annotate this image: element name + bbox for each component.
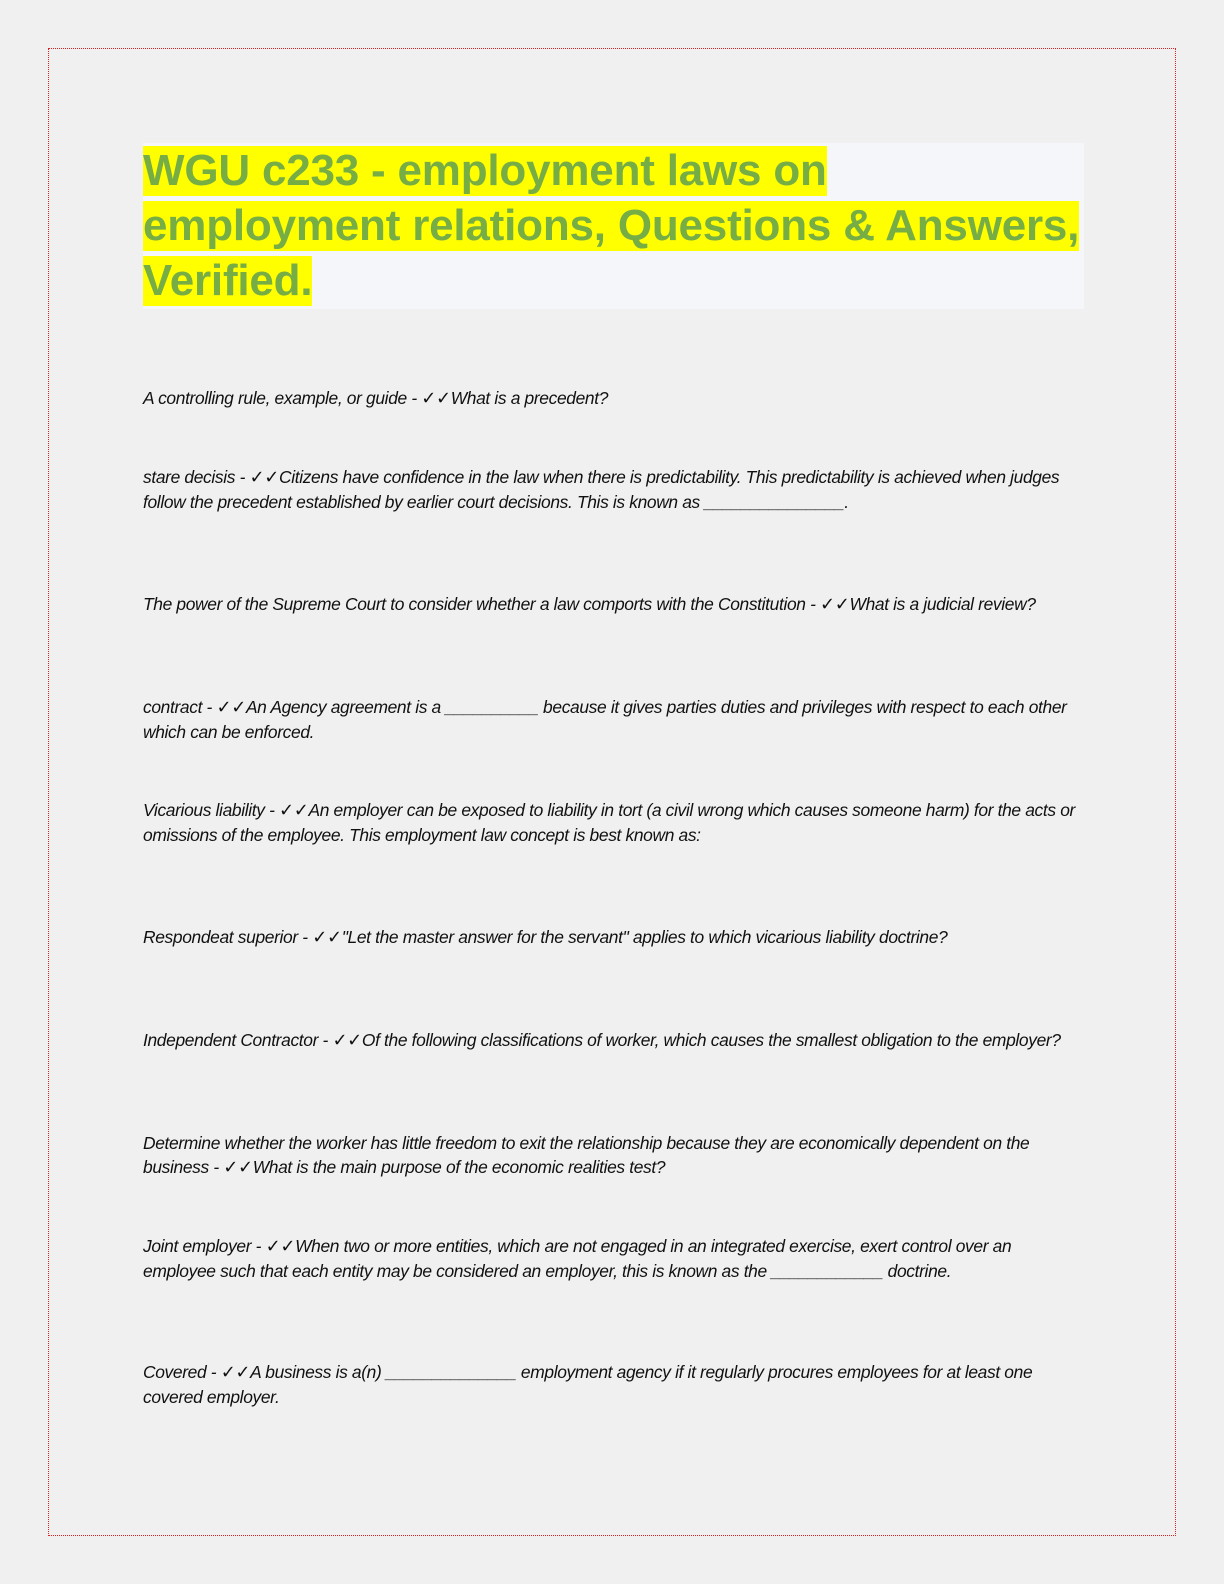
qa-answer: Determine whether the worker has little freedom to exit the relationship because they are economically dependent on the business [143,1133,1030,1177]
double-check-icon: ✓✓ [820,594,850,615]
separator: - [202,697,217,717]
qa-answer: stare decisis [143,467,236,487]
double-check-icon: ✓✓ [332,1030,362,1051]
qa-answer: A controlling rule, example, or guide [143,388,407,408]
qa-question: A business is a(n) ______________ employment agency if it regularly procures employees for at least one covered employer. [143,1362,1033,1407]
separator: - [206,1362,221,1382]
separator: - [208,1157,224,1177]
qa-item [143,1234,1083,1283]
qa-item [143,695,1083,744]
double-check-icon: ✓✓ [265,1236,296,1257]
qa-question: "Let the master answer for the servant" applies to which vicarious liability doctrine? [341,927,948,947]
double-check-icon: ✓✓ [249,467,279,488]
qa-question: When two or more entities, which are not engaged in an integrated exercise, exert control over an employee such that each entity may be considered an employer, this is known as the ____________ doctrine. [143,1236,1012,1281]
qa-item [143,1028,1083,1053]
qa-question: What is a precedent? [450,388,609,408]
double-check-icon: ✓✓ [220,1362,251,1383]
qa-item [143,925,1083,950]
qa-answer: Independent Contractor [143,1030,319,1050]
title-highlight: WGU c233 - employment laws on employment relations, Questions & Answers, Verified. [143,146,1080,305]
double-check-icon: ✓✓ [223,1157,253,1178]
separator: - [251,1236,266,1256]
qa-answer: Joint employer [143,1236,252,1256]
qa-question: Of the following classifications of worker, which causes the smallest obligation to the employer? [361,1030,1061,1050]
qa-answer: Respondeat superior [143,927,298,947]
qa-answer: contract [143,697,203,717]
qa-item [143,386,1083,411]
qa-question: An Agency agreement is a __________ because it gives parties duties and privileges with respect to each other which can be enforced. [143,697,1067,742]
double-check-icon: ✓✓ [216,697,246,718]
qa-question: An employer can be exposed to liability in tort (a civil wrong which causes someone harm) for the acts or omissions of the employee. This employment law concept is best known as: [143,800,1075,845]
qa-item [143,798,1083,847]
separator: - [297,927,313,947]
separator: - [805,594,821,614]
document-title [143,143,1084,308]
qa-answer: Covered [143,1362,207,1382]
separator: - [406,388,422,408]
title-block [143,143,1084,309]
qa-item [143,465,1083,514]
qa-item [143,592,1083,617]
qa-answer: The power of the Supreme Court to consider whether a law comports with the Constitution [143,594,806,614]
qa-answer: Vicarious liability [143,800,265,820]
separator: - [235,467,250,487]
double-check-icon: ✓✓ [421,388,451,409]
double-check-icon: ✓✓ [279,800,309,821]
double-check-icon: ✓✓ [312,927,342,948]
qa-question: What is the main purpose of the economic realities test? [252,1157,666,1177]
qa-item [143,1360,1083,1409]
qa-question: What is a judicial review? [849,594,1036,614]
separator: - [318,1030,333,1050]
separator: - [264,800,279,820]
qa-item [143,1131,1083,1180]
qa-question: Citizens have confidence in the law when there is predictability. This predictability is achieved when judges follow the precedent established by earlier court decisions. This is known as _______________. [143,467,1060,512]
